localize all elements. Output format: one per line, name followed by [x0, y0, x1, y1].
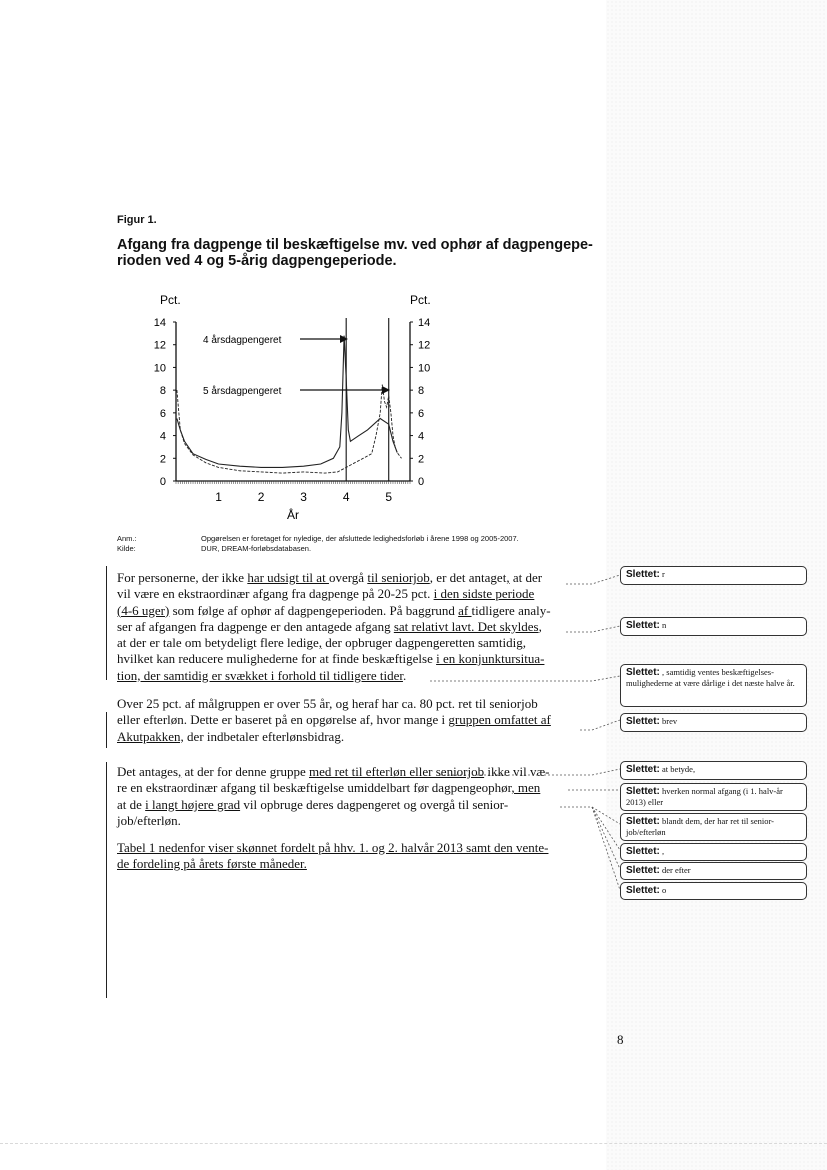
comment-deleted-1[interactable] — [620, 566, 807, 585]
comment-text: n — [662, 620, 667, 630]
comment-label: Slettet: — [626, 846, 660, 857]
y-tick-label-right: 10 — [418, 362, 431, 375]
y-tick-label-right: 12 — [418, 339, 431, 352]
comment-text: der efter — [662, 865, 691, 875]
comment-deleted-7[interactable] — [620, 813, 807, 841]
y-tick-label-left: 14 — [153, 317, 166, 329]
text-run: hvilket kan reducere mulighederne for at finde beskæftigelse — [117, 651, 437, 667]
text-run: job/efterløn. — [117, 812, 181, 828]
y-tick-label-right: 14 — [418, 317, 431, 329]
text-run: Over 25 pct. af målgruppen er over 55 år, og heraf har ca. 80 pct. ret til seniorjob — [117, 696, 538, 711]
figure-label: Figur 1. — [117, 214, 157, 226]
x-tick-label: 3 — [300, 490, 307, 504]
text-run: der indbetaler efterlønsbidrag. — [183, 728, 345, 744]
comment-deleted-10[interactable] — [620, 882, 807, 900]
tracked-insertion: har udsigt til at — [247, 570, 329, 585]
comment-label: Slettet: — [626, 667, 660, 678]
text-run: ser af afgangen fra dagpenge er den antagede afgang — [117, 618, 394, 634]
text-run: som følge af ophør af dagpengeperioden. På baggrund — [169, 602, 459, 618]
tracked-insertion: gruppen omfattet af — [448, 712, 551, 728]
y-tick-label-right: 0 — [418, 476, 425, 488]
comment-deleted-4[interactable] — [620, 713, 807, 732]
comment-label: Slettet: — [626, 885, 660, 896]
text-run: vil opbruge deres dagpengeret og overgå til senior- — [240, 796, 509, 812]
text-run: For personerne, der ikke — [117, 570, 248, 585]
tracked-insertion: med ret til efterløn eller seniorjob — [309, 764, 485, 779]
tracked-insertion: , — [318, 635, 323, 651]
comment-deleted-2[interactable] — [620, 617, 807, 636]
figure-title: Afgang fra dagpenge til beskæftigelse mv. ved ophør af dagpengepe-rioden ved 4 og 5-årig dagpengeperiode. — [117, 237, 593, 269]
note-kilde-key: Kilde: — [117, 544, 136, 553]
comment-label: Slettet: — [626, 620, 660, 631]
tracked-insertion: sat relativt lavt. Det skyldes — [393, 618, 539, 634]
tracked-insertion: , — [506, 570, 510, 585]
y-tick-label-left: 6 — [159, 407, 166, 420]
y-tick-label-left: 4 — [159, 430, 166, 443]
text-run: der opbruger dagpengeretten samtidig, — [322, 635, 526, 651]
text-run: at der er tale om betydeligt flere ledige — [117, 635, 319, 651]
tracked-insertion: i en konjunktursitua- — [436, 651, 545, 667]
tracked-insertion: tion, der samtidig er svækket i forhold til tidligere tider — [117, 667, 403, 683]
text-run: re en ekstraordinær afgang til beskæftigelse umiddelbart før dagpengeophør — [117, 780, 512, 796]
text-run: . — [402, 667, 407, 683]
text-run: , er det antaget — [429, 570, 507, 585]
text-run: eller efterløn. Dette er baseret på en opgørelse af, hvor mange i — [117, 712, 449, 728]
note-kilde-text: DUR, DREAM-forløbsdatabasen. — [201, 544, 312, 553]
tracked-insertion: , — [178, 764, 182, 779]
tracked-insertion: i langt højere grad — [145, 796, 241, 812]
comment-label: Slettet: — [626, 865, 660, 876]
tracked-insertion: i den sidste periode — [433, 586, 535, 602]
y-axis-title-right: Pct. — [410, 293, 431, 307]
note-anm-text: Opgørelsen er foretaget for nyledige, der afsluttede ledighedsforløb i årene 1998 og 2005-2007. — [201, 534, 519, 543]
x-axis-title: År — [287, 508, 299, 522]
text-run: ikke vil væ- — [484, 764, 550, 779]
annotation-4-year: 4 årsdagpengeret — [203, 335, 282, 346]
comment-deleted-6[interactable] — [620, 783, 807, 811]
text-run: vil være en ekstraordinær afgang fra dagpenge på 20-25 pct. — [117, 586, 434, 602]
text-run: at de — [117, 796, 146, 812]
x-tick-label: 4 — [342, 490, 350, 504]
comment-deleted-8[interactable] — [620, 843, 807, 861]
text-run: tidligere analy- — [471, 602, 551, 618]
note-anm-key: Anm.: — [117, 534, 137, 543]
y-tick-label-right: 4 — [418, 430, 425, 443]
annotation-5-year: 5 årsdagpengeret — [203, 386, 282, 397]
x-tick-label: 5 — [385, 490, 393, 504]
comment-deleted-5[interactable] — [620, 761, 807, 780]
comment-label: Slettet: — [626, 569, 660, 580]
comment-text: , samtidig ventes beskæftigelses-mulighederne at være dårlige i det næste halve år. — [626, 667, 795, 688]
comment-text: o — [662, 885, 667, 895]
x-tick-label: 2 — [257, 490, 265, 504]
y-tick-label-left: 10 — [153, 362, 166, 375]
comment-text: brev — [662, 716, 678, 726]
text-run: at der for denne gruppe — [181, 764, 310, 779]
y-tick-label-left: 12 — [153, 339, 166, 352]
comment-text: r — [662, 569, 665, 579]
comment-deleted-9[interactable] — [620, 862, 807, 880]
y-tick-label-right: 2 — [418, 453, 425, 466]
comment-label: Slettet: — [626, 716, 660, 727]
y-tick-label-left: 8 — [159, 385, 166, 398]
comment-text: at betyde, — [662, 764, 696, 774]
comment-label: Slettet: — [626, 816, 660, 827]
y-tick-label-right: 8 — [418, 385, 425, 398]
tracked-insertion: , men — [511, 780, 541, 796]
text-run: overgå — [328, 570, 368, 585]
comment-text: , — [662, 846, 665, 856]
tracked-insertion: (4-6 uger) — [117, 602, 170, 618]
comment-deleted-3[interactable] — [620, 664, 807, 707]
tracked-insertion: Akutpakken, — [117, 728, 184, 744]
y-tick-label-right: 6 — [418, 407, 425, 420]
text-run: at der — [509, 570, 543, 585]
comment-label: Slettet: — [626, 764, 660, 775]
comment-text: hverken normal afgang (i 1. halv-år 2013) eller — [626, 786, 783, 807]
text-run: Det antages — [117, 764, 179, 779]
page-bottom-border — [0, 1143, 827, 1144]
comment-text: blandt dem, der har ret til senior-job/efterløn — [626, 816, 774, 837]
tracked-insertion: de fordeling på årets første måneder. — [117, 856, 307, 872]
y-tick-label-left: 2 — [159, 453, 166, 466]
x-tick-label: 1 — [215, 490, 222, 504]
page-number: 8 — [617, 1032, 624, 1047]
tracked-insertion: til seniorjob — [367, 570, 430, 585]
comment-label: Slettet: — [626, 786, 660, 797]
y-axis-title-left: Pct. — [160, 293, 181, 307]
y-tick-label-left: 0 — [159, 476, 166, 488]
tracked-insertion: Tabel 1 nedenfor viser skønnet fordelt på hhv. 1. og 2. halvår 2013 samt den vente- — [117, 840, 549, 855]
tracked-insertion: af — [458, 602, 472, 618]
text-run: , — [538, 618, 542, 634]
